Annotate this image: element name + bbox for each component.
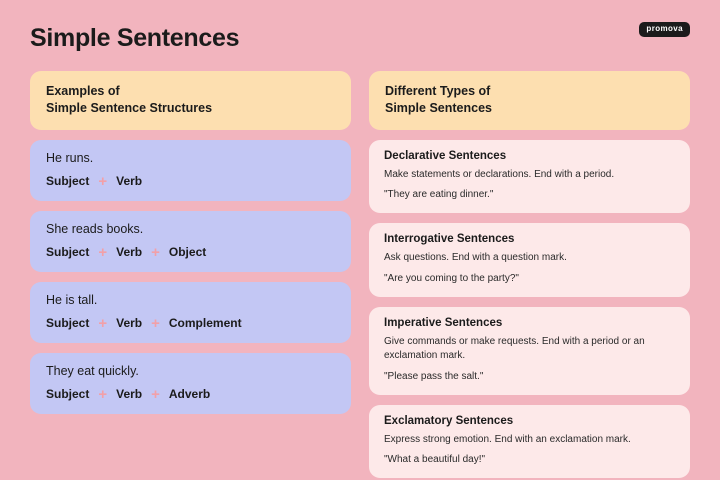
brand-logo: promova xyxy=(639,22,690,37)
formula-part: Object xyxy=(168,245,207,260)
sentence-type-title: Interrogative Sentences xyxy=(384,233,515,246)
page-title: Simple Sentences xyxy=(30,24,240,52)
structure-formula xyxy=(46,387,335,402)
left-heading-line-2: Simple Sentence Structures xyxy=(46,100,213,115)
structure-example: She reads books. xyxy=(46,221,144,236)
sentence-type-example: "Please pass the salt." xyxy=(384,370,484,382)
sentence-type-title: Exclamatory Sentences xyxy=(384,414,514,427)
sentence-type-card xyxy=(369,405,690,479)
formula-part: Subject xyxy=(46,387,90,402)
formula-part: Subject xyxy=(46,245,90,260)
structure-formula xyxy=(46,174,335,189)
sentence-type-card xyxy=(369,223,690,297)
right-heading-line-1: Different Types of xyxy=(385,84,491,98)
formula-part: Verb xyxy=(116,316,143,331)
structure-card xyxy=(30,282,351,343)
plus-icon: + xyxy=(151,385,160,403)
sentence-type-description: Give commands or make requests. End with a period or an exclamation mark. xyxy=(384,335,645,362)
right-column xyxy=(369,71,690,478)
left-column-heading xyxy=(30,71,351,130)
sentence-type-description: Make statements or declarations. End with a period. xyxy=(384,168,615,180)
structure-card xyxy=(30,211,351,272)
plus-icon: + xyxy=(151,314,160,332)
sentence-type-example: "They are eating dinner." xyxy=(384,189,494,201)
page-header xyxy=(30,22,690,53)
formula-part: Subject xyxy=(46,316,90,331)
plus-icon: + xyxy=(151,243,160,261)
formula-part: Complement xyxy=(168,316,242,331)
plus-icon: + xyxy=(98,385,108,403)
sentence-type-card xyxy=(369,140,690,214)
left-heading-line-1: Examples of xyxy=(46,84,120,98)
formula-part: Adverb xyxy=(168,387,211,402)
sentence-type-title: Imperative Sentences xyxy=(384,316,503,329)
structure-card xyxy=(30,140,351,201)
structure-formula xyxy=(46,316,335,331)
sentence-type-example: "Are you coming to the party?" xyxy=(384,272,519,284)
formula-part: Subject xyxy=(46,174,90,189)
structure-formula xyxy=(46,245,335,260)
structure-example: They eat quickly. xyxy=(46,363,139,378)
formula-part: Verb xyxy=(116,174,143,189)
formula-part: Verb xyxy=(116,387,143,402)
structure-example: He is tall. xyxy=(46,292,98,307)
structure-card xyxy=(30,353,351,414)
content-columns xyxy=(30,71,690,478)
plus-icon: + xyxy=(98,172,108,190)
right-heading-line-2: Simple Sentences xyxy=(385,100,492,115)
sentence-type-description: Ask questions. End with a question mark. xyxy=(384,252,567,264)
plus-icon: + xyxy=(98,243,108,261)
structure-example: He runs. xyxy=(46,150,94,165)
sentence-type-title: Declarative Sentences xyxy=(384,149,507,162)
plus-icon: + xyxy=(98,314,108,332)
left-column xyxy=(30,71,351,478)
sentence-type-example: "What a beautiful day!" xyxy=(384,454,486,466)
sentence-type-description: Express strong emotion. End with an exclamation mark. xyxy=(384,433,631,445)
sentence-type-card xyxy=(369,307,690,395)
right-column-heading xyxy=(369,71,690,130)
formula-part: Verb xyxy=(116,245,143,260)
